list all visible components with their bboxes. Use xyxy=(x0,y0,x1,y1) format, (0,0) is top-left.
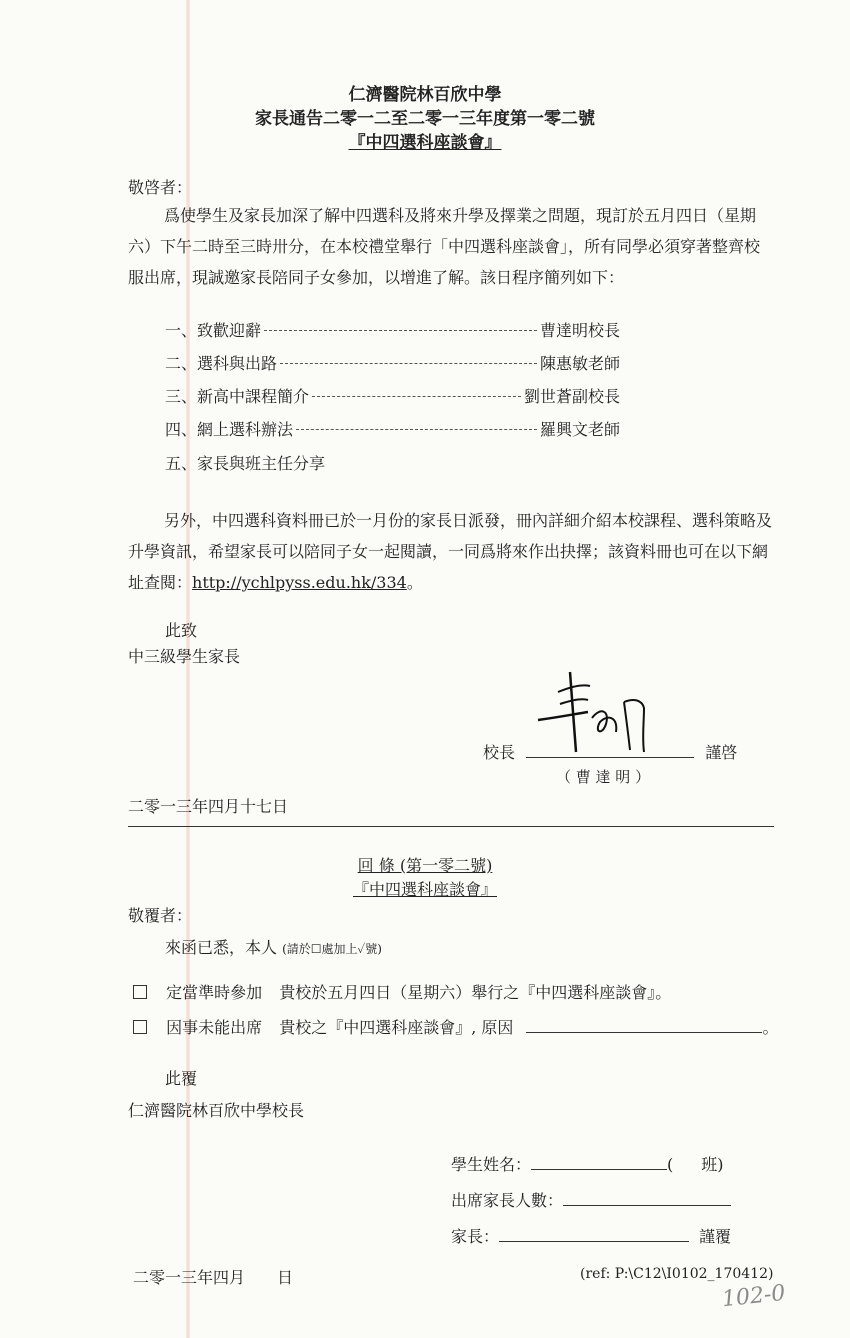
reply-title xyxy=(0,853,850,876)
signer-name: （ 曹 達 明 ） xyxy=(556,768,651,786)
school-name: 仁濟醫院林百欣中學 xyxy=(348,85,502,105)
programme-item-label: 二、選科與出路 xyxy=(165,354,278,373)
programme-item-label: 三、新高中課程簡介 xyxy=(165,387,310,406)
attend-text: 貴校於五月四日（星期六）舉行之『中四選科座談會』。 xyxy=(279,983,672,1002)
notice-number: 家長通告二零一二至二零一三年度第一零二號 xyxy=(255,109,595,129)
salutation: 敬啓者： xyxy=(128,178,193,197)
materials-paragraph xyxy=(128,505,773,598)
parent-sign-field[interactable] xyxy=(499,1227,689,1242)
programme-item-person: 羅興文老師 xyxy=(539,420,620,439)
parent-sign-row xyxy=(451,1224,731,1247)
handwritten-note: 102-0 xyxy=(720,1280,787,1313)
parent-label: 家長： xyxy=(451,1227,500,1246)
programme-item-person: 陳惠敏老師 xyxy=(539,354,620,373)
intro-paragraph: 爲使學生及家長加深了解中四選科及將來升學及擇業之問題，現訂於五月四日（星期六）下午二時至三時卅分，在本校禮堂舉行「中四選科座談會」，所有同學必須穿著整齊校服出席，現誠邀家長陪同子女參加，以增進了解。該日程序簡列如下： xyxy=(128,206,761,287)
closing: 此致 xyxy=(165,621,198,640)
reply-recipient: 仁濟醫院林百欣中學校長 xyxy=(128,1101,305,1120)
materials-link[interactable]: http://ychlpyss.edu.hk/334 xyxy=(192,573,407,592)
programme-item-3 xyxy=(165,384,620,407)
programme-item-5: 五、家長與班主任分享 xyxy=(165,454,326,473)
reply-date: 二零一三年四月 日 xyxy=(133,1268,294,1287)
materials-tail: 。 xyxy=(406,573,423,592)
option-absent-row xyxy=(133,1015,779,1038)
reply-event-text: 『中四選科座談會』 xyxy=(352,880,497,899)
reply-intro xyxy=(165,935,382,958)
programme-item-label: 一、致歡迎辭 xyxy=(165,321,262,340)
sign-suffix: 謹啓 xyxy=(705,743,738,762)
programme-item-1 xyxy=(165,318,620,341)
reply-event xyxy=(0,877,850,900)
absent-label: 因事未能出席 xyxy=(166,1018,263,1037)
materials-text: 另外，中四選科資料冊已於一月份的家長日派發，冊內詳細介紹本校課程、選科策略及升學資訊，希望家長可以陪同子女一起閱讀，一同爲將來作出抉擇；該資料冊也可在以下網址查閱： xyxy=(128,511,773,592)
parent-suffix: 謹覆 xyxy=(699,1227,732,1246)
student-name-field[interactable] xyxy=(531,1155,667,1170)
attendee-count-label: 出席家長人數： xyxy=(451,1191,564,1210)
programme-item-person: 劉世蒼副校長 xyxy=(523,387,620,406)
absent-checkbox[interactable] xyxy=(133,1020,147,1034)
recipient: 中三級學生家長 xyxy=(128,647,241,666)
programme-item-4 xyxy=(165,417,620,440)
reply-intro-note: (請於☐處加上✓號) xyxy=(282,942,382,956)
programme-item-label: 四、網上選科辦法 xyxy=(165,420,294,439)
attend-checkbox[interactable] xyxy=(133,985,147,999)
class-label: 班) xyxy=(701,1155,724,1174)
attendee-count-row xyxy=(451,1188,731,1211)
cut-line-divider xyxy=(128,826,774,827)
reply-closing: 此覆 xyxy=(165,1069,198,1088)
programme-item-person: 曹達明校長 xyxy=(539,321,620,340)
option-attend-row xyxy=(133,980,671,1003)
reference-code: (ref: P:\C12\I0102_170412) xyxy=(580,1266,774,1282)
reply-intro-text: 來函已悉，本人 xyxy=(165,938,278,957)
student-name-row xyxy=(451,1152,724,1175)
event-title-text: 『中四選科座談會』 xyxy=(348,133,502,153)
absent-tail: 。 xyxy=(762,1018,779,1037)
signature-blank xyxy=(526,743,694,758)
absent-reason-field[interactable] xyxy=(526,1018,762,1033)
sign-title: 校長 xyxy=(483,743,516,762)
attend-label: 定當準時參加 xyxy=(166,983,263,1002)
principal-sign-line xyxy=(483,740,737,763)
absent-text: 貴校之『中四選科座談會』, 原因 xyxy=(279,1018,514,1037)
reply-salutation: 敬覆者： xyxy=(128,906,193,925)
programme-item-2 xyxy=(165,351,620,374)
reply-title-text: 回 條 (第一零二號) xyxy=(357,856,493,875)
attendee-count-field[interactable] xyxy=(563,1191,731,1206)
event-title xyxy=(0,128,850,153)
class-open: ( xyxy=(667,1155,674,1174)
letter-date: 二零一三年四月十七日 xyxy=(128,797,289,816)
student-name-label: 學生姓名： xyxy=(451,1155,532,1174)
